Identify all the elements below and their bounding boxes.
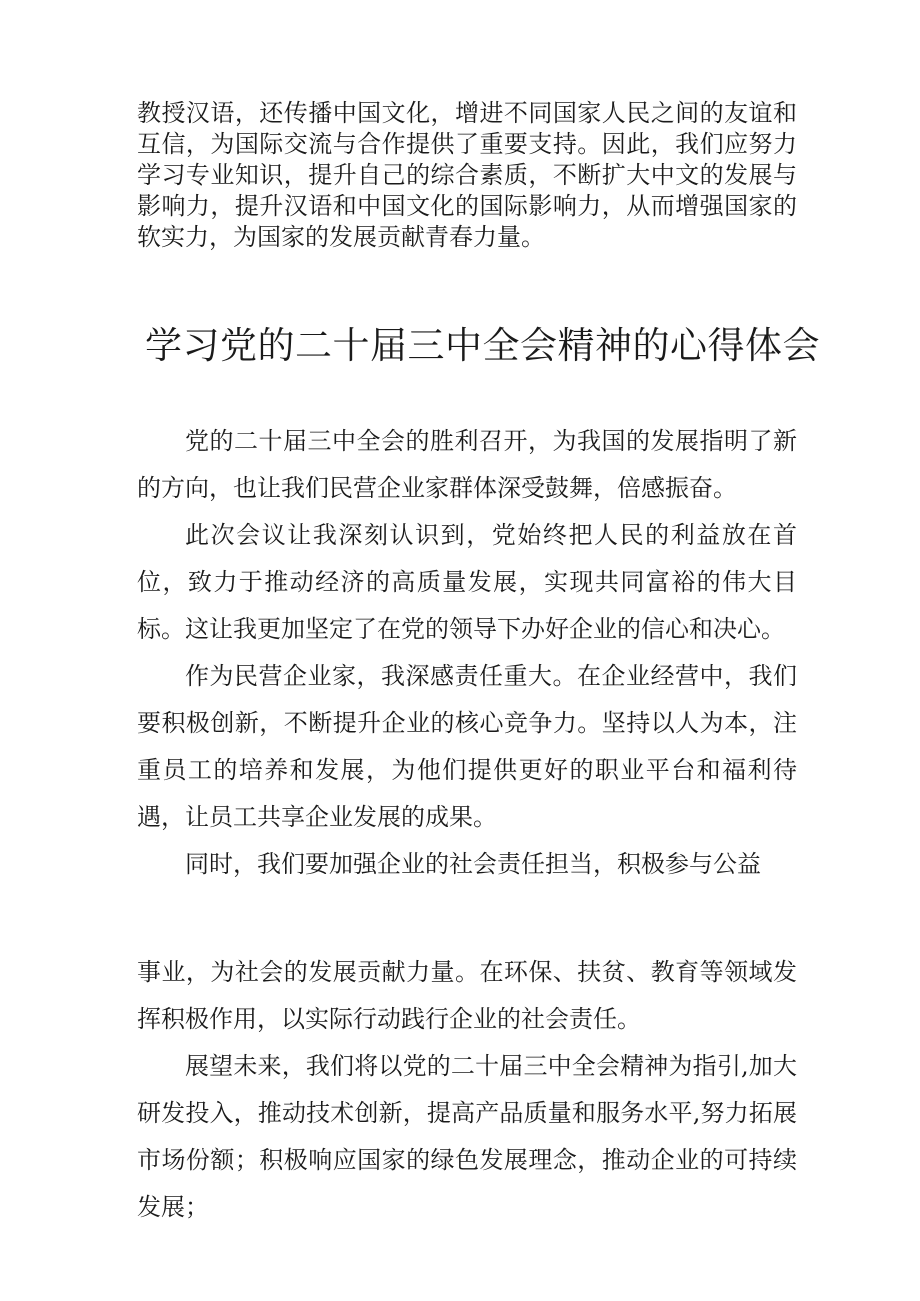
body-paragraph: 此次会议让我深刻认识到，党始终把人民的利益放在首位，致力于推动经济的高质量发展，实现共同富裕的伟大目标。这让我更加坚定了在党的领导下办好企业的信心和决心。	[137, 521, 797, 643]
document-title: 学习党的二十届三中全会精神的心得体会	[145, 324, 820, 367]
body-paragraph: 事业，为社会的发展贡献力量。在环保、扶贫、教育等领域发挥积极作用，以实际行动践行企业的社会责任。	[137, 958, 797, 1033]
intro-paragraph: 教授汉语，还传播中国文化，增进不同国家人民之间的友谊和互信，为国际交流与合作提供了重要支持。因此，我们应努力学习专业知识，提升自己的综合素质，不断扩大中文的发展与影响力，提升汉语和中国文化的国际影响力，从而增强国家的软实力，为国家的发展贡献青春力量。	[137, 99, 797, 251]
body-paragraph: 作为民营企业家，我深感责任重大。在企业经营中，我们要积极创新，不断提升企业的核心竞争力。坚持以人为本，注重员工的培养和发展，为他们提供更好的职业平台和福利待遇，让员工共享企业发展的成果。	[137, 662, 797, 831]
body-paragraph: 党的二十届三中全会的胜利召开，为我国的发展指明了新的方向，也让我们民营企业家群体深受鼓舞，倍感振奋。	[137, 427, 797, 502]
body-paragraph: 同时，我们要加强企业的社会责任担当，积极参与公益	[185, 850, 761, 878]
body-paragraph: 展望未来，我们将以党的二十届三中全会精神为指引,加大研发投入，推动技术创新，提高产品质量和服务水平,努力拓展市场份额；积极响应国家的绿色发展理念，推动企业的可持续发展；	[137, 1052, 797, 1221]
